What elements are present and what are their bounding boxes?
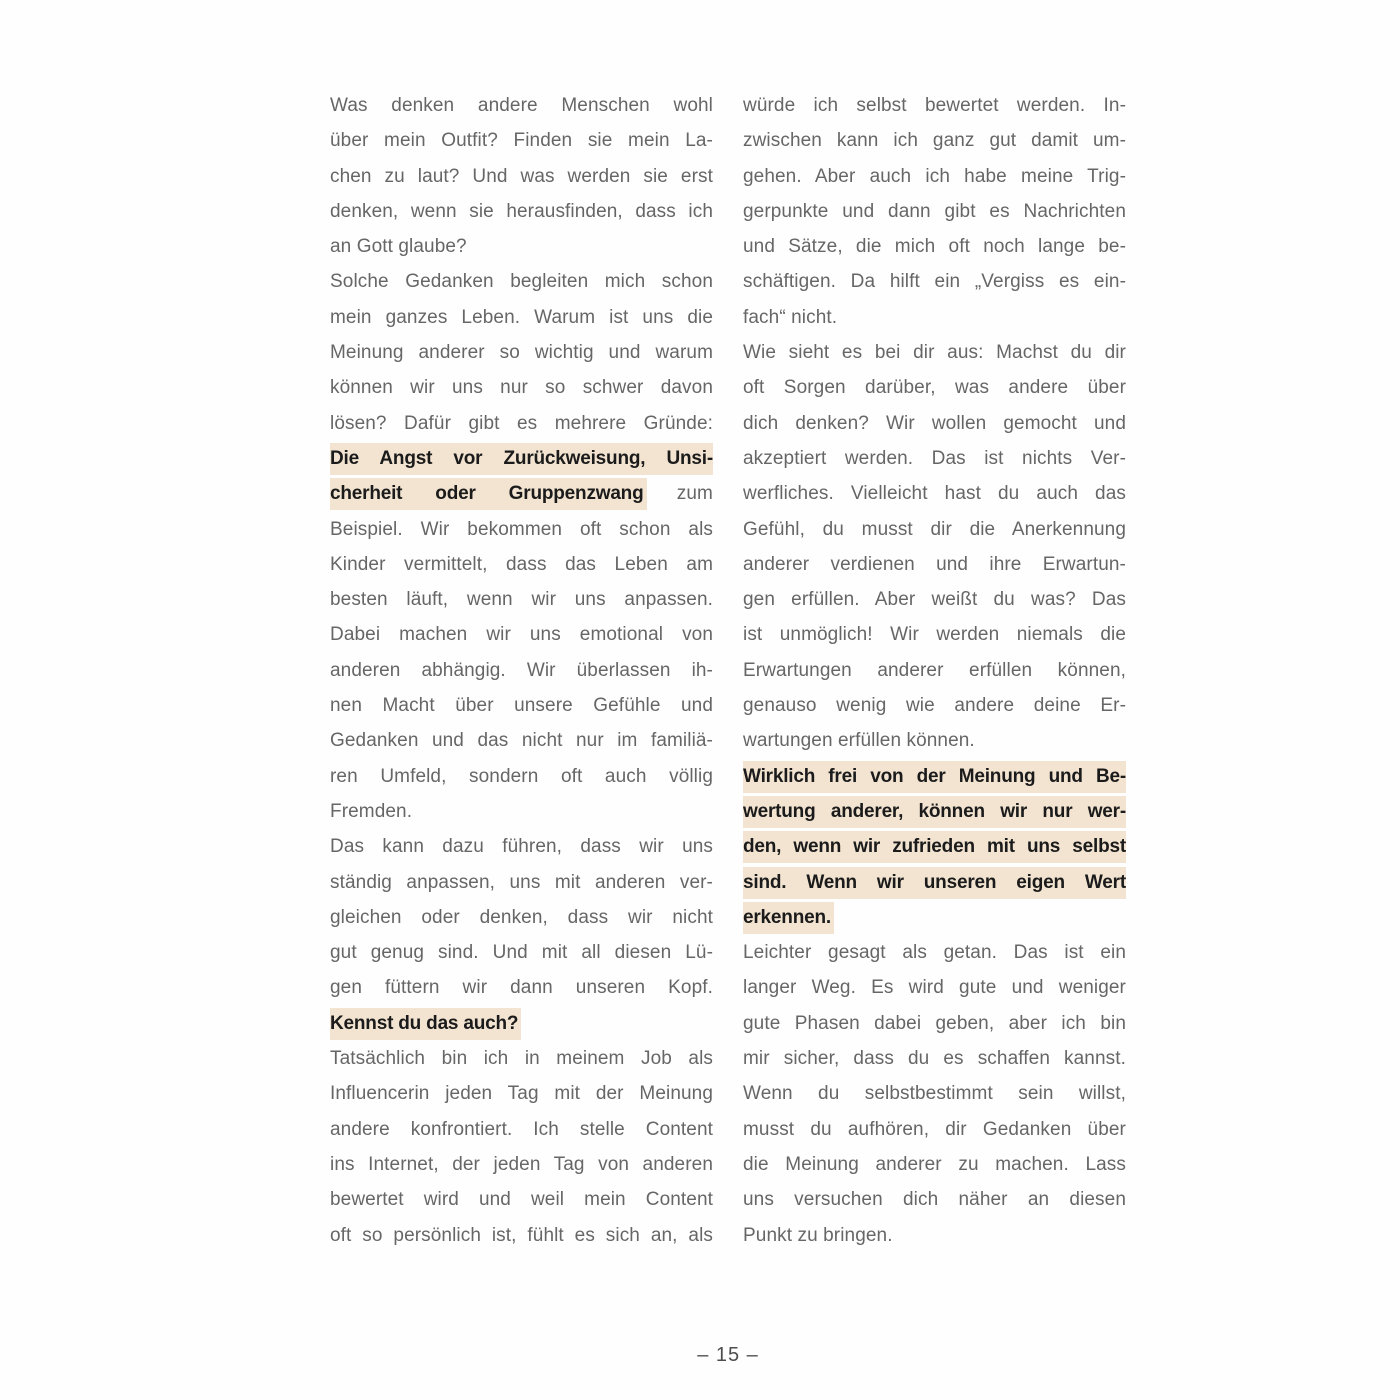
highlighted-bold-text: Die Angst vor Zurückweisung, Unsi- bbox=[330, 443, 713, 475]
text-line bbox=[330, 194, 713, 229]
text-line bbox=[743, 229, 1126, 264]
body-text: Gedanken und das nicht nur im familiä- bbox=[330, 730, 713, 752]
body-text: schäftigen. Da hilft ein „Vergiss es ein- bbox=[743, 271, 1126, 293]
body-text: gerpunkte und dann gibt es Nachrichten bbox=[743, 200, 1126, 222]
text-line bbox=[743, 865, 1126, 900]
text-line bbox=[330, 264, 713, 299]
text-line bbox=[330, 512, 713, 547]
text-line bbox=[743, 688, 1126, 723]
body-text: Dabei machen wir uns emotional von bbox=[330, 624, 713, 646]
highlighted-bold-text: wertung anderer, können wir nur wer- bbox=[743, 796, 1126, 828]
text-line bbox=[330, 794, 713, 829]
text-line bbox=[330, 159, 713, 194]
body-text: die Meinung anderer zu machen. Lass bbox=[743, 1153, 1126, 1175]
body-text: Tatsächlich bin ich in meinem Job als bbox=[330, 1048, 713, 1070]
text-line bbox=[330, 1218, 713, 1253]
body-text: anderen abhängig. Wir überlassen ih- bbox=[330, 659, 713, 681]
body-text: dich denken? Wir wollen gemocht und bbox=[743, 412, 1126, 434]
text-line bbox=[330, 582, 713, 617]
text-line bbox=[330, 406, 713, 441]
text-line bbox=[330, 1182, 713, 1217]
text-line bbox=[743, 441, 1126, 476]
body-text: ren Umfeld, sondern oft auch völlig bbox=[330, 765, 713, 787]
body-text: gut genug sind. Und mit all diesen Lü- bbox=[330, 942, 713, 964]
body-text: genauso wenig wie andere deine Er- bbox=[743, 695, 1126, 717]
body-text: an Gott glaube? bbox=[330, 236, 467, 258]
body-text: Erwartungen anderer erfüllen können, bbox=[743, 659, 1126, 681]
text-line bbox=[743, 370, 1126, 405]
body-text: mein ganzes Leben. Warum ist uns die bbox=[330, 306, 713, 328]
body-text: langer Weg. Es wird gute und weniger bbox=[743, 977, 1126, 999]
body-text: Beispiel. Wir bekommen oft schon als bbox=[330, 518, 713, 540]
body-text: und Sätze, die mich oft noch lange be- bbox=[743, 236, 1126, 258]
highlighted-bold-text: sind. Wenn wir unseren eigen Wert bbox=[743, 867, 1126, 899]
text-line bbox=[743, 1041, 1126, 1076]
text-line bbox=[743, 512, 1126, 547]
text-line bbox=[330, 300, 713, 335]
body-text: wartungen erfüllen können. bbox=[743, 730, 975, 752]
text-line bbox=[330, 935, 713, 970]
text-line bbox=[743, 159, 1126, 194]
text-line bbox=[743, 1182, 1126, 1217]
body-text: Wie sieht es bei dir aus: Machst du dir bbox=[743, 342, 1126, 364]
body-text: oft so persönlich ist, fühlt es sich an, als bbox=[330, 1224, 713, 1246]
body-text: können wir uns nur so schwer davon bbox=[330, 377, 713, 399]
text-line bbox=[743, 653, 1126, 688]
body-text: werfliches. Vielleicht hast du auch das bbox=[743, 483, 1126, 505]
body-text: chen zu laut? Und was werden sie erst bbox=[330, 165, 713, 187]
body-text: besten läuft, wenn wir uns anpassen. bbox=[330, 589, 713, 611]
page-number: – 15 – bbox=[697, 1344, 759, 1366]
text-line bbox=[330, 688, 713, 723]
text-line bbox=[743, 88, 1126, 123]
text-line bbox=[743, 829, 1126, 864]
body-text: andere konfrontiert. Ich stelle Content bbox=[330, 1118, 713, 1140]
text-line bbox=[743, 617, 1126, 652]
body-text: nen Macht über unsere Gefühle und bbox=[330, 695, 713, 717]
body-text: gehen. Aber auch ich habe meine Trig- bbox=[743, 165, 1126, 187]
text-line bbox=[743, 123, 1126, 158]
body-text: Was denken andere Menschen wohl bbox=[330, 95, 713, 116]
text-line bbox=[743, 300, 1126, 335]
text-line bbox=[743, 476, 1126, 511]
text-line bbox=[330, 88, 713, 123]
text-line bbox=[330, 970, 713, 1005]
body-text: gleichen oder denken, dass wir nicht bbox=[330, 906, 713, 928]
highlighted-bold-text: cherheit oder Gruppenzwang bbox=[330, 478, 647, 510]
text-line bbox=[330, 1112, 713, 1147]
text-line bbox=[330, 723, 713, 758]
body-text: mir sicher, dass du es schaffen kannst. bbox=[743, 1048, 1126, 1070]
text-line bbox=[743, 794, 1126, 829]
text-line bbox=[743, 1218, 1126, 1253]
body-text: oft Sorgen darüber, was andere über bbox=[743, 377, 1126, 399]
text-line bbox=[330, 900, 713, 935]
body-text: würde ich selbst bewertet werden. In- bbox=[743, 95, 1126, 116]
body-text: ständig anpassen, uns mit anderen ver- bbox=[330, 871, 713, 893]
body-text: Gefühl, du musst dir die Anerkennung bbox=[743, 518, 1126, 540]
body-text: Wenn du selbstbestimmt sein willst, bbox=[743, 1083, 1126, 1105]
body-text: Das kann dazu führen, dass wir uns bbox=[330, 836, 713, 858]
body-text: ins Internet, der jeden Tag von anderen bbox=[330, 1153, 713, 1175]
body-text: gute Phasen dabei geben, aber ich bin bbox=[743, 1012, 1126, 1034]
text-line bbox=[330, 547, 713, 582]
highlighted-bold-text: Kennst du das auch? bbox=[330, 1008, 521, 1040]
text-line bbox=[330, 829, 713, 864]
body-text: fach“ nicht. bbox=[743, 306, 838, 328]
body-text: uns versuchen dich näher an diesen bbox=[743, 1189, 1126, 1211]
body-text: Punkt zu bringen. bbox=[743, 1224, 893, 1246]
text-line bbox=[330, 1147, 713, 1182]
body-text: zum bbox=[643, 483, 713, 505]
text-line bbox=[330, 865, 713, 900]
text-line bbox=[743, 935, 1126, 970]
column-left bbox=[330, 88, 713, 1253]
text-line bbox=[743, 970, 1126, 1005]
body-text: zwischen kann ich ganz gut damit um- bbox=[743, 130, 1126, 152]
highlighted-bold-text: erkennen. bbox=[743, 902, 834, 934]
text-line bbox=[330, 476, 713, 511]
text-line bbox=[743, 547, 1126, 582]
body-text: akzeptiert werden. Das ist nichts Ver- bbox=[743, 447, 1126, 469]
body-text: Fremden. bbox=[330, 800, 413, 822]
text-line bbox=[743, 723, 1126, 758]
body-text: Kinder vermittelt, dass das Leben am bbox=[330, 553, 713, 575]
text-line bbox=[743, 582, 1126, 617]
highlighted-bold-text: Wirklich frei von der Meinung und Be- bbox=[743, 761, 1126, 793]
text-line bbox=[330, 1006, 713, 1041]
text-line bbox=[330, 653, 713, 688]
text-line bbox=[330, 123, 713, 158]
text-line bbox=[743, 1076, 1126, 1111]
text-line bbox=[330, 617, 713, 652]
text-line bbox=[743, 900, 1126, 935]
text-line bbox=[330, 335, 713, 370]
body-text: ist unmöglich! Wir werden niemals die bbox=[743, 624, 1126, 646]
body-text: über mein Outfit? Finden sie mein La- bbox=[330, 130, 713, 152]
body-text: musst du aufhören, dir Gedanken über bbox=[743, 1118, 1126, 1140]
text-line bbox=[743, 1006, 1126, 1041]
body-text: bewertet wird und weil mein Content bbox=[330, 1189, 713, 1211]
body-text: gen füttern wir dann unseren Kopf. bbox=[330, 977, 713, 999]
text-line bbox=[743, 335, 1126, 370]
text-line bbox=[743, 194, 1126, 229]
text-line bbox=[743, 406, 1126, 441]
highlighted-bold-text: den, wenn wir zufrieden mit uns selbst bbox=[743, 831, 1126, 863]
text-line bbox=[330, 441, 713, 476]
text-line bbox=[330, 370, 713, 405]
text-line bbox=[743, 1147, 1126, 1182]
text-line bbox=[330, 1076, 713, 1111]
body-text: gen erfüllen. Aber weißt du was? Das bbox=[743, 589, 1126, 611]
text-line bbox=[743, 264, 1126, 299]
two-column-text-block bbox=[330, 88, 1126, 1253]
text-line bbox=[743, 1112, 1126, 1147]
body-text: lösen? Dafür gibt es mehrere Gründe: bbox=[330, 412, 713, 434]
text-line bbox=[743, 759, 1126, 794]
column-right bbox=[743, 88, 1126, 1253]
text-line bbox=[330, 229, 713, 264]
text-line bbox=[330, 1041, 713, 1076]
body-text: Meinung anderer so wichtig und warum bbox=[330, 342, 713, 364]
body-text: anderer verdienen und ihre Erwartun- bbox=[743, 553, 1126, 575]
body-text: Influencerin jeden Tag mit der Meinung bbox=[330, 1083, 713, 1105]
body-text: denken, wenn sie herausfinden, dass ich bbox=[330, 200, 713, 222]
body-text: Leichter gesagt als getan. Das ist ein bbox=[743, 942, 1126, 964]
text-line bbox=[330, 759, 713, 794]
body-text: Solche Gedanken begleiten mich schon bbox=[330, 271, 713, 293]
